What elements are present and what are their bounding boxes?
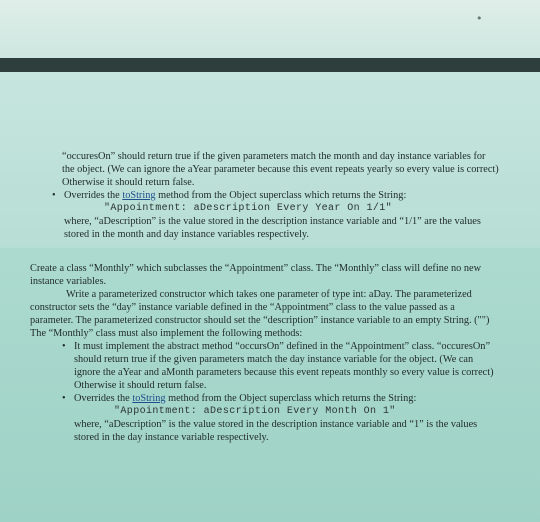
occurson-bullet-text: It must implement the abstract method “occursOn” defined in the “Appointment” class. “occuresOn” should return true if the given parameters match the day instance variable for the object. (We can ignore the aYear and aMonth parameters because this event repeats monthly so every value is correct) Otherwise it should return false.: [74, 341, 494, 391]
bullet-text-after: where, “aDescription” is the value stored in the description instance variable and “1/1” are the values stored in the month and day instance variables respectively.: [64, 216, 481, 240]
monthly-bullets: [30, 340, 500, 444]
bullet-dot-icon: •: [62, 341, 66, 352]
yearly-bullets: [48, 189, 500, 241]
occurson-description: “occuresOn” should return true if the given parameters match the month and day instance variables for the object. (We can ignore the aYear parameter because this event repeats yearly so every value is correct) Otherwise it should return false.: [62, 151, 499, 188]
occurson-bullet: [58, 340, 500, 392]
monthly-intro: Create a class “Monthly” which subclasses the “Appointment” class. The “Monthly” class will define no new instance variables.: [30, 263, 482, 287]
bullet-text-pre: Overrides the: [64, 190, 123, 201]
tostring-bullet: [48, 189, 500, 241]
bullet-text-after: where, “aDescription” is the value stored in the description instance variable and “1” is the values stored in the day instance variable respectively.: [74, 419, 478, 443]
tostring-link[interactable]: toString: [122, 190, 156, 201]
bullet-dot-icon: •: [62, 393, 66, 404]
yearly-tostring-code: "Appointment: aDescription Every Year On 1/1": [104, 203, 393, 214]
tostring-bullet: [58, 392, 500, 444]
bullet-text-post: method from the Object superclass which returns the String:: [165, 393, 417, 404]
monthly-tostring-code: "Appointment: aDescription Every Month On 1": [114, 406, 396, 417]
monthly-constructor: Write a parameterized constructor which takes one parameter of type int: aDay. The parameterized constructor sets the “day” instance variable defined in the “Appointment” class to the value passed as a parameter. The parameterized constructor should set the “description” instance variable to an empty String. ("") The “Monthly” class must also implement the following methods:: [30, 289, 490, 339]
screen-top: [0, 0, 540, 58]
bullet-text-post: method from the Object superclass which returns the String:: [155, 190, 407, 201]
bullet-text-pre: Overrides the: [74, 393, 133, 404]
section-yearly-continued: [48, 150, 500, 241]
stray-mark: •: [476, 12, 483, 25]
dark-bezel-bar: [0, 58, 540, 72]
section-monthly: [30, 262, 500, 444]
tostring-link[interactable]: toString: [132, 393, 166, 404]
bullet-dot-icon: •: [52, 190, 56, 201]
